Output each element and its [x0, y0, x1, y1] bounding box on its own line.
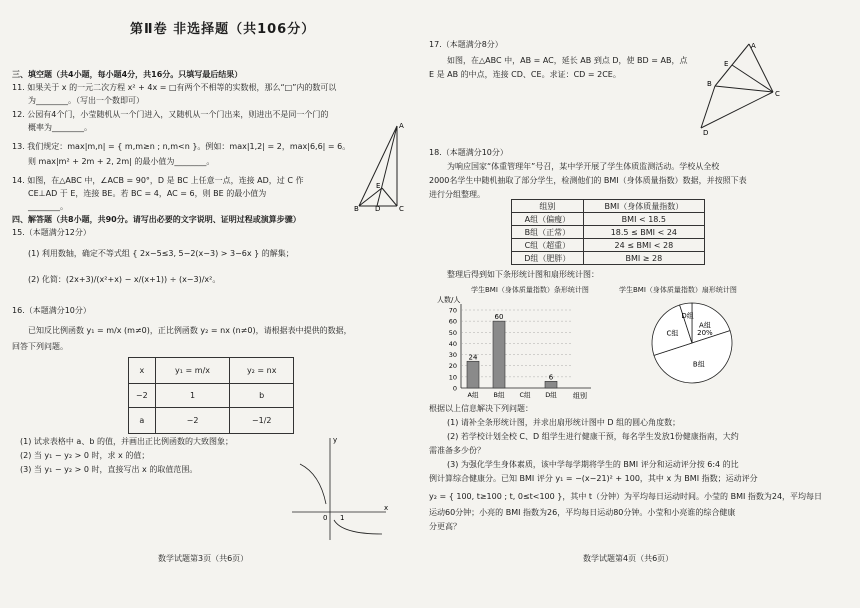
q16-line1: 已知反比例函数 y₁ = m/x (m≠0)，正比例函数 y₂ = nx (n≠0)，请根据表中提供的数据， — [28, 326, 352, 335]
q18-part1: (1) 请补全条形统计图，并求出扇形统计图中 D 组的圆心角度数； — [447, 418, 681, 427]
q18-part3-line1: (3) 为强化学生身体素质，该中学每学期将学生的 BMI 评分和运动评分按 6:4 的比 — [447, 460, 739, 469]
fig17-label-d: D — [703, 129, 709, 137]
bar-value-label: 24 — [468, 353, 478, 362]
q18-questions-intro: 根据以上信息解决下列问题： — [429, 404, 533, 413]
table-cell: −1/2 — [230, 408, 294, 434]
fig17-label-c: C — [775, 90, 780, 98]
bar-y-tick: 20 — [448, 362, 457, 371]
q15-part2: (2) 化简：(2x+3)/(x²+x) − x/(x+1)) ÷ (x−3)/x²。 — [28, 275, 221, 284]
bmi-header-range: BMI（身体质量指数） — [583, 200, 704, 213]
bar-value-label: 60 — [494, 313, 504, 322]
q16-graph — [290, 434, 390, 544]
bar-category-label: C组 — [519, 391, 531, 399]
bar-y-tick: 0 — [452, 384, 457, 393]
section3-heading: 三、填空题（共4小题，每小题4分，共16分。只填写最后结果） — [12, 70, 243, 79]
bar-3 — [545, 381, 557, 388]
table-cell: −2 — [155, 408, 230, 434]
table-cell: b — [230, 384, 294, 408]
q18-part3-line4: 运动60分钟；小亮的 BMI 指数为26，平均每日运动80分钟。小莹和小亮谁的综合健康 — [429, 508, 736, 517]
pie-slice-label: D组 — [681, 311, 694, 320]
graph-x-label: x — [384, 504, 389, 512]
q16-part2: (2) 当 y₁ − y₂ > 0 时，求 x 的值； — [20, 451, 150, 460]
bmi-cell: 18.5 ≤ BMI < 24 — [583, 226, 704, 239]
table-header-y2: y₂ = nx — [230, 358, 294, 384]
bmi-cell: 24 ≤ BMI < 28 — [583, 239, 704, 252]
bmi-cell: C组（超重） — [512, 239, 584, 252]
q18-line3: 进行分组整理。 — [429, 190, 485, 199]
bar-y-tick: 40 — [448, 339, 457, 348]
fig14-label-d: D — [375, 205, 381, 213]
q16-part3: (3) 当 y₁ − y₂ > 0 时，直接写出 x 的取值范围。 — [20, 465, 198, 474]
bar-y-tick: 10 — [448, 373, 457, 382]
pie-slice-label: B组 — [692, 360, 705, 369]
fig14-label-b: B — [354, 205, 359, 213]
q12-line1: 12. 公园有4个门，小莹随机从一个门进入，又随机从一个门出来，则进出不是同一个门的 — [12, 110, 329, 119]
graph-origin: 0 — [323, 514, 328, 522]
pie-chart-title: 学生BMI（身体质量指数）扇形统计图 — [619, 286, 737, 294]
q14-line3: ________。 — [28, 202, 68, 211]
q12-line2: 概率为________。 — [28, 123, 92, 132]
bar-chart-title: 学生BMI（身体质量指数）条形统计图 — [471, 286, 589, 294]
right-page — [425, 0, 860, 608]
bar-y-tick: 60 — [448, 317, 457, 326]
bar-category-label: B组 — [493, 391, 505, 399]
fig14-label-e: E — [376, 182, 381, 190]
q13-line2: 则 max|m² + 2m + 2, 2m| 的最小值为________。 — [28, 157, 215, 166]
left-page — [0, 0, 420, 608]
q18-line1: 为响应国家“体重管理年”号召，某中学开展了学生体质监测活动。学校从全校 — [447, 162, 720, 171]
table-header-y1: y₁ = m/x — [155, 358, 230, 384]
q15-part1: (1) 利用数轴，确定不等式组 { 2x−5≤3, 5−2(x−3) > 3−6x } 的解集； — [28, 249, 294, 258]
section-title: 第Ⅱ卷 非选择题（共106分） — [130, 22, 316, 37]
bar-y-label: 人数/人 — [437, 296, 461, 304]
fig17-label-e: E — [724, 60, 729, 68]
bar-category-label: D组 — [545, 391, 557, 399]
bmi-cell: A组（偏瘦） — [512, 213, 584, 226]
page-footer: 数学试题第4页（共6页） — [583, 554, 674, 563]
q18-part2-line1: (2) 若学校计划全校 C、D 组学生进行健康干预，每名学生发放1份健康指南，大约 — [447, 432, 739, 441]
pie-slice-percent: 20% — [697, 329, 713, 338]
bmi-cell: BMI < 18.5 — [583, 213, 704, 226]
q16-table — [128, 357, 294, 434]
bar-value-label: 6 — [548, 373, 554, 382]
q18-part3-line5: 分更高？ — [429, 522, 461, 531]
pie-slice-label: A组 — [699, 321, 711, 330]
q11-line2: 为________。（写出一个数即可） — [28, 96, 144, 105]
table-cell: a — [129, 408, 156, 434]
q13-line1: 13. 我们规定：max|m,n| = { m,m≥n ; n,m<n }。例如：max|1,2| = 2，max|6,6| = 6。 — [12, 142, 351, 151]
bar-y-tick: 50 — [448, 328, 457, 337]
bar-0 — [467, 361, 479, 388]
q18-part3-line3: y₂ = { 100, t≥100 ; t, 0≤t<100 }，其中 t（分钟）为平均每日运动时间。小莹的 BMI 指数为24，平均每日 — [429, 492, 823, 501]
fig17-label-b: B — [707, 80, 712, 88]
bar-1 — [493, 321, 505, 388]
q18-part2-line2: 需准备多少份？ — [429, 446, 485, 455]
graph-y-label: y — [333, 436, 338, 444]
table-header-x: x — [129, 358, 156, 384]
q18-heading: 18.（本题满分10分） — [429, 148, 508, 157]
bmi-cell: D组（肥胖） — [512, 252, 584, 265]
page-footer: 数学试题第3页（共6页） — [158, 554, 249, 563]
bar-x-label: 组别 — [573, 392, 587, 400]
q17-line1: 如图，在△ABC 中，AB = AC，延长 AB 到点 D，使 BD = AB，点 — [447, 56, 688, 65]
q17-figure — [703, 40, 783, 136]
bmi-table — [511, 199, 705, 265]
bar-y-tick: 70 — [448, 306, 457, 315]
table-cell: 1 — [155, 384, 230, 408]
q14-line1: 14. 如图，在△ABC 中，∠ACB = 90°，D 是 BC 上任意一点，连接 AD，过 C 作 — [12, 176, 304, 185]
fig14-label-a: A — [399, 122, 404, 130]
q16-line2: 回答下列问题。 — [12, 342, 68, 351]
q11-line1: 11. 如果关于 x 的一元二次方程 x² + 4x = □有两个不相等的实数根，那么“□”内的数可以 — [12, 83, 337, 92]
bar-y-tick: 30 — [448, 351, 457, 360]
bmi-cell: BMI ≥ 28 — [583, 252, 704, 265]
bmi-cell: B组（正常） — [512, 226, 584, 239]
q16-part1: (1) 试求表格中 a、b 的值，并画出正比例函数的大致图象； — [20, 437, 233, 446]
pie-slice-label: C组 — [666, 329, 679, 338]
table-cell: −2 — [129, 384, 156, 408]
q17-line2: E 是 AB 的中点，连接 CD、CE。求证：CD = 2CE。 — [429, 70, 621, 79]
q15-heading: 15.（本题满分12分） — [12, 228, 91, 237]
graph-tick-one: 1 — [340, 514, 345, 522]
bmi-bar-chart — [435, 294, 605, 400]
q18-line2: 2000名学生中随机抽取了部分学生，检测他们的 BMI（身体质量指数）数据，并按照下表 — [429, 176, 747, 185]
bar-category-label: A组 — [467, 391, 479, 399]
fig14-label-c: C — [399, 205, 404, 213]
fig17-label-a: A — [751, 42, 756, 50]
q16-heading: 16.（本题满分10分） — [12, 306, 91, 315]
bmi-pie-chart — [647, 298, 737, 388]
q17-heading: 17.（本题满分8分） — [429, 40, 503, 49]
q14-figure — [355, 120, 410, 212]
q18-part3-line2: 例计算综合健康分。已知 BMI 评分 y₁ = −(x−21)² + 100，其中 x 为 BMI 指数；运动评分 — [429, 474, 758, 483]
bmi-header-group: 组别 — [512, 200, 584, 213]
q14-line2: CE⊥AD 于 E，连接 BE。若 BC = 4，AC = 6，则 BE 的最小值为 — [28, 189, 267, 198]
charts-intro: 整理后得到如下条形统计图和扇形统计图： — [447, 270, 599, 279]
section4-heading: 四、解答题（共8小题，共90分。请写出必要的文字说明、证明过程或演算步骤） — [12, 215, 301, 224]
